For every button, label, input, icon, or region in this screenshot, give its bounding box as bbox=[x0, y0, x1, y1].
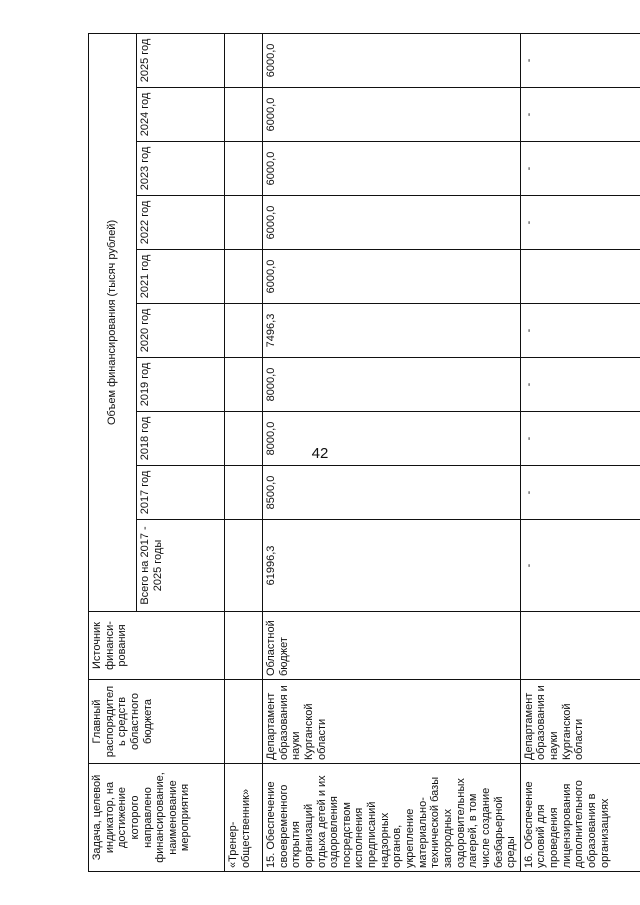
header-year: 2025 год bbox=[137, 33, 225, 87]
header-year: 2017 год bbox=[137, 466, 225, 520]
table-row bbox=[520, 33, 640, 871]
row-total: 61996,3 bbox=[263, 520, 521, 612]
row-value: - bbox=[520, 196, 640, 250]
header-manager: Главный распорядитель средств областного бюджета bbox=[89, 680, 225, 764]
row-value: 7496,3 bbox=[263, 304, 521, 358]
row-value: 8000,0 bbox=[263, 358, 521, 412]
row-total bbox=[225, 520, 263, 612]
row-value bbox=[225, 88, 263, 142]
row-task: 16. Обеспечение условий для проведения лицензирования дополнительного образования в организациях bbox=[520, 764, 640, 872]
header-row-1 bbox=[89, 33, 137, 871]
row-value: 8000,0 bbox=[263, 412, 521, 466]
row-value bbox=[225, 304, 263, 358]
header-year: 2019 год bbox=[137, 358, 225, 412]
page-number: 42 bbox=[311, 445, 329, 462]
row-total: - bbox=[520, 520, 640, 612]
row-value: 6000,0 bbox=[263, 250, 521, 304]
row-value bbox=[225, 412, 263, 466]
header-year: 2024 год bbox=[137, 88, 225, 142]
table-row bbox=[225, 33, 263, 871]
row-value bbox=[225, 33, 263, 87]
row-value: 6000,0 bbox=[263, 33, 521, 87]
row-value: - bbox=[520, 304, 640, 358]
row-value: - bbox=[520, 412, 640, 466]
row-manager bbox=[225, 680, 263, 764]
row-task: «Тренер-общественник» bbox=[225, 764, 263, 872]
row-value: - bbox=[520, 88, 640, 142]
header-year: 2023 год bbox=[137, 142, 225, 196]
header-task: Задача, целевой индикатор, на достижение которого направлено финансирование, наименование мероприятия bbox=[89, 764, 225, 872]
row-source bbox=[520, 612, 640, 680]
row-value: 6000,0 bbox=[263, 196, 521, 250]
row-source bbox=[225, 612, 263, 680]
header-year: 2022 год bbox=[137, 196, 225, 250]
row-value bbox=[225, 196, 263, 250]
row-value: - bbox=[520, 466, 640, 520]
row-source: Областной бюджет bbox=[263, 612, 521, 680]
row-value: 6000,0 bbox=[263, 142, 521, 196]
row-manager: Департамент образования и науки Курганской области bbox=[263, 680, 521, 764]
row-value: - bbox=[520, 358, 640, 412]
row-value bbox=[225, 142, 263, 196]
header-total: Всего на 2017 - 2025 годы bbox=[137, 520, 225, 612]
row-value: 6000,0 bbox=[263, 88, 521, 142]
header-source: Источник финанси-рования bbox=[89, 612, 225, 680]
row-value: 8500,0 bbox=[263, 466, 521, 520]
row-value bbox=[225, 358, 263, 412]
financing-table bbox=[88, 33, 640, 872]
header-year: 2020 год bbox=[137, 304, 225, 358]
header-year: 2018 год bbox=[137, 412, 225, 466]
row-manager: Департамент образования и науки Курганской области bbox=[520, 680, 640, 764]
rotated-table-container bbox=[88, 38, 638, 872]
row-task: 15. Обеспечение своевременного открытия организаций отдыха детей и их оздоровления посредством исполнения предписаний надзорных органов, укрепление материально-технической базы загородных оздоровительных лагерей, в том числе создание безбарьерной среды bbox=[263, 764, 521, 872]
header-volume: Объем финансирования (тысяч рублей) bbox=[89, 33, 137, 611]
row-value bbox=[225, 250, 263, 304]
row-value bbox=[520, 250, 640, 304]
row-value: - bbox=[520, 33, 640, 87]
table-row bbox=[263, 33, 521, 871]
row-value bbox=[225, 466, 263, 520]
row-value: - bbox=[520, 142, 640, 196]
header-year: 2021 год bbox=[137, 250, 225, 304]
